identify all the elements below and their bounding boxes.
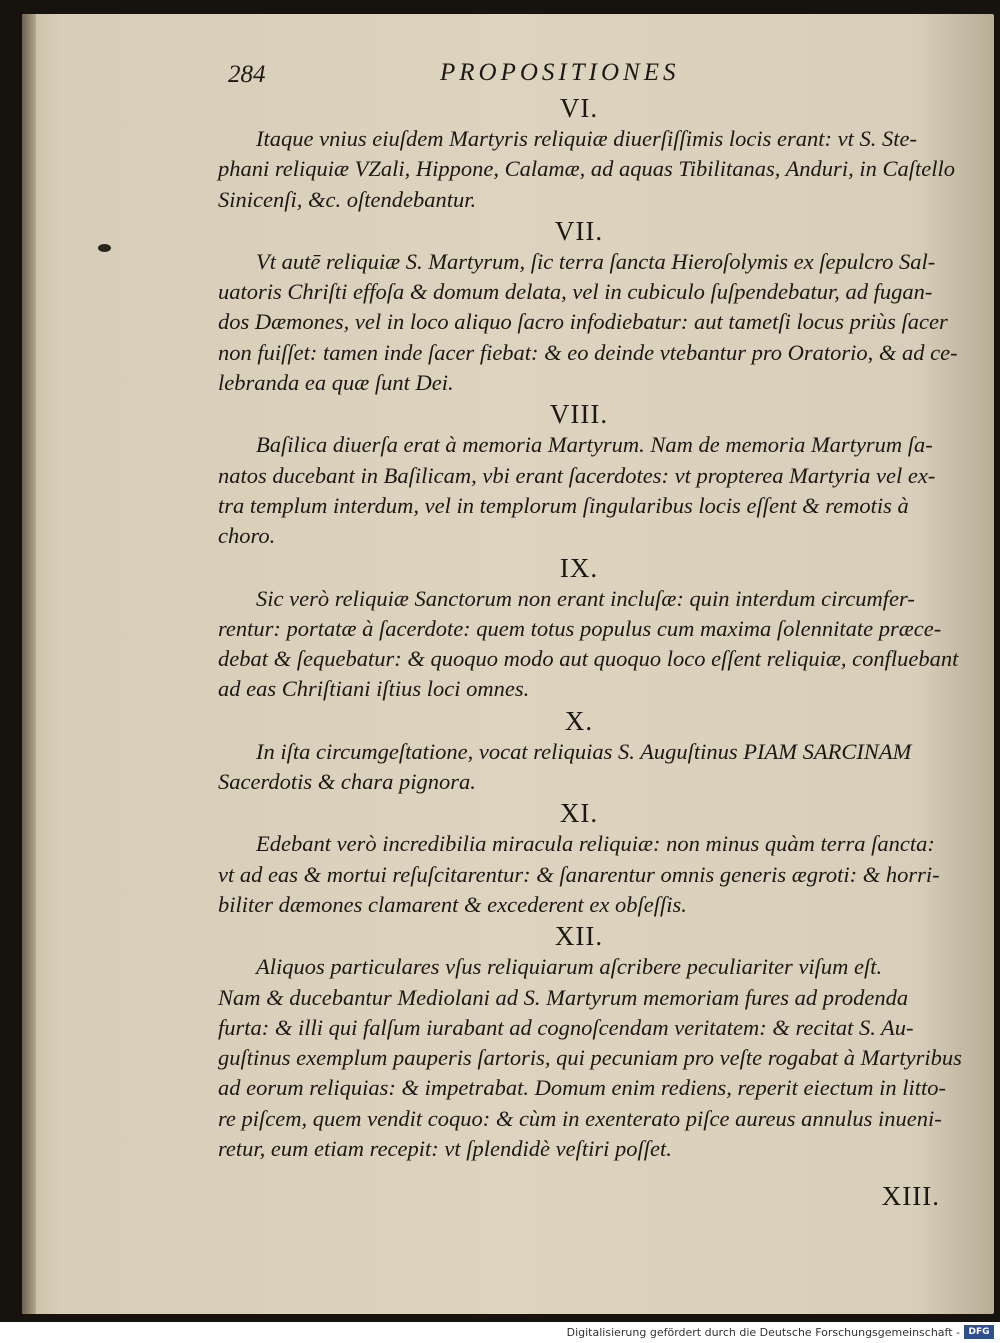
section-paragraph [218,952,962,1164]
text-line: Sacerdotis & chara pignora. [218,769,476,795]
text-line: Aliquos particulares vſus reliquiarum aſcribere peculiariter viſum eſt. [256,954,883,980]
text-line: guſtinus exemplum pauperis ſartoris, qui pecuniam pro veſte rogabat à Martyribus [218,1045,962,1071]
page-header [218,58,940,92]
text-line: Sic verò reliquiæ Sanctorum non erant incluſæ: quin interdum circumfer- [256,585,915,611]
section-viii [218,398,940,551]
dfg-logo: DFG [964,1325,994,1339]
text-line: natos ducebant in Baſilicam, vbi erant ſacerdotes: vt propterea Martyria vel ex- [218,462,936,488]
text-line: choro. [218,523,276,549]
section-x [218,705,940,798]
section-ix [218,552,959,705]
page-text [218,58,962,1164]
page-number: 284 [228,61,266,88]
text-line: lebranda ea quæ ſunt Dei. [218,370,454,396]
section-vii [218,215,958,398]
section-numeral: XII. [554,921,604,952]
text-line: biliter dæmones clamarent & excederent ex obſeſſis. [218,891,687,917]
text-line: debat & ſequebatur: & quoquo modo aut quoquo loco eſſent reliquiæ, confluebant [218,646,959,672]
section-numeral: VIII. [549,399,609,430]
section-paragraph [218,430,940,551]
digitization-footer [0,1322,1000,1343]
section-paragraph [218,124,955,215]
text-line: furta: & illi qui falſum iurabant ad cognoſcendam veritatem: & recitat S. Au- [218,1014,914,1040]
ink-blot [98,244,111,252]
text-line: vt ad eas & mortui reſuſcitarentur: & ſanarentur omnis generis ægroti: & horri- [218,861,940,887]
text-line: re piſcem, quem vendit coquo: & cùm in exenterato piſce aureus annulus inueni- [218,1105,942,1131]
section-numeral: XI. [559,798,599,829]
text-line: Baſilica diuerſa erat à memoria Martyrum. Nam de memoria Martyrum ſa- [256,432,933,458]
section-paragraph [218,584,959,705]
text-line: Nam & ducebantur Mediolani ad S. Martyrum memoriam fures ad prodenda [218,984,909,1010]
text-line: In iſta circumgeſtatione, vocat reliquias S. Auguſtinus PIAM SARCINAM [256,738,912,764]
section-xi [218,797,940,920]
section-xii [218,920,962,1164]
section-numeral: IX. [559,552,599,583]
text-line: ad eorum reliquias: & impetrabat. Domum enim rediens, reperit eiectum in litto- [218,1075,947,1101]
text-line: Sinicenſi, &c. oſtendebantur. [218,186,477,212]
catchword: XIII. [881,1181,940,1211]
running-title: PROPOSITIONES [440,59,680,86]
text-line: dos Dæmones, vel in loco aliquo ſacro infodiebatur: aut tametſi locus priùs ſacer [218,309,948,335]
text-line: non fuiſſet: tamen inde ſacer fiebat: & eo deinde vtebantur pro Oratorio, & ad ce- [218,339,958,365]
text-line: Edebant verò incredibilia miracula reliquiæ: non minus quàm terra ſancta: [256,831,935,857]
text-line: Itaque vnius eiuſdem Martyris reliquiæ diuerſiſſimis locis erant: vt S. Ste- [256,126,917,151]
text-line: tra templum interdum, vel in templorum ſingularibus locis eſſent & remotis à [218,492,909,518]
section-paragraph [218,829,940,920]
page-gutter [22,14,36,1314]
section-paragraph [218,737,940,798]
funding-credit: Digitalisierung gefördert durch die Deutsche Forschungsgemeinschaft - [566,1326,960,1339]
text-line: Vt autē reliquiæ S. Martyrum, ſic terra ſancta Hieroſolymis ex ſepulcro Sal- [256,248,936,274]
text-line: retur, eum etiam recepit: vt ſplendidè veſtiri poſſet. [218,1136,672,1162]
text-line: uatoris Chriſti effoſa & domum delata, vel in cubiculo ſuſpendebatur, ad fugan- [218,279,933,305]
section-numeral: X. [564,705,594,736]
section-vi [218,92,955,215]
text-line: phani reliquiæ VZali, Hippone, Calamæ, ad aquas Tibilitanas, Anduri, in Caſtello [218,156,955,182]
section-numeral: VI. [559,93,599,123]
section-numeral: VII. [554,215,604,246]
section-paragraph [218,247,958,398]
text-line: ad eas Chriſtiani iſtius loci omnes. [218,676,530,702]
text-line: rentur: portatæ à ſacerdote: quem totus populus cum maxima ſolennitate præce- [218,615,942,641]
